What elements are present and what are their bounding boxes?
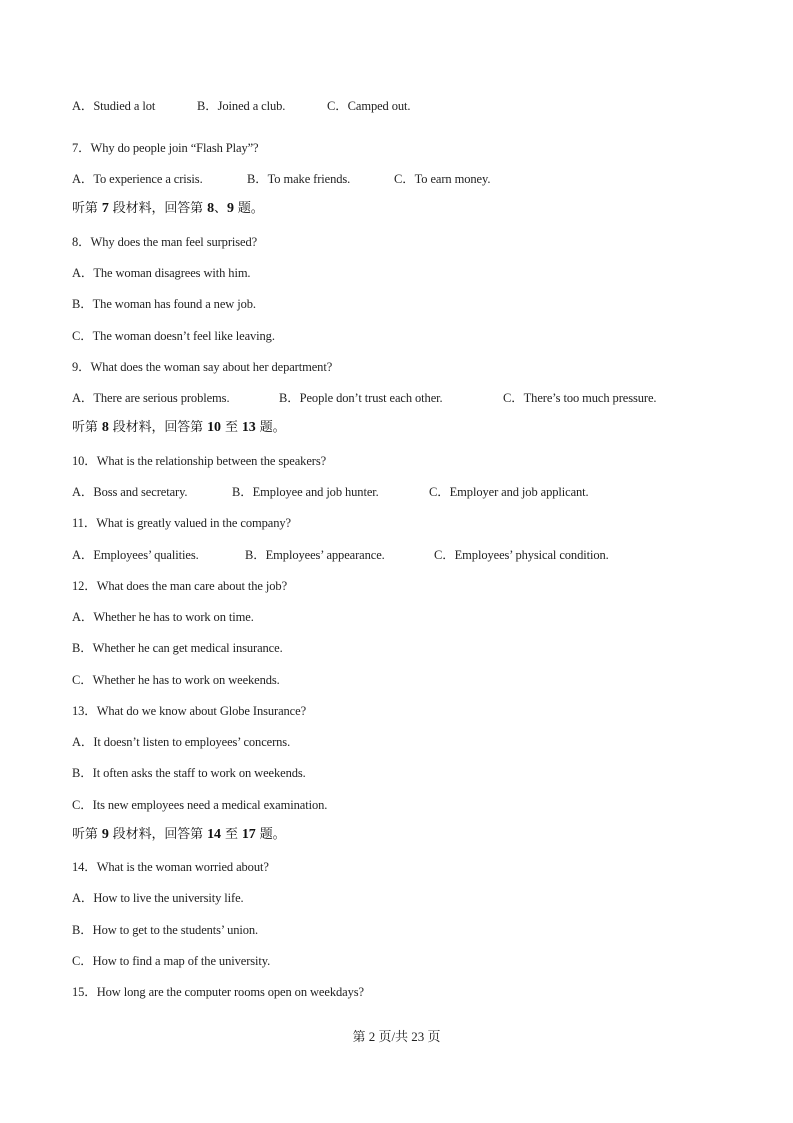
q10-options-row [72,484,589,500]
q7-options-row [72,171,490,187]
q6-option-a: A．Studied a lot [72,99,156,113]
q9-option-b: B．People don’t trust each other. [279,391,443,405]
q9-option-a: A．There are serious problems. [72,391,230,405]
q12-option-a: A．Whether he has to work on time. [72,610,254,624]
section-8-heading: 听第 8 段材料，回答第 10 至 13 题。 [72,420,286,435]
q13-option-b: B．It often asks the staff to work on weekends. [72,766,306,780]
q7-option-c: C．To earn money. [394,172,491,186]
q13-option-a: A．It doesn’t listen to employees’ concerns. [72,735,291,749]
q6-option-b: B．Joined a club. [197,99,286,113]
q11-option-c: C．Employees’ physical condition. [434,548,609,562]
q10-option-c: C．Employer and job applicant. [429,485,589,499]
q11-options-row [72,547,609,563]
q13-option-c: C．Its new employees need a medical examination. [72,798,328,812]
q8-option-c: C．The woman doesn’t feel like leaving. [72,329,275,343]
q10-option-b: B．Employee and job hunter. [232,485,379,499]
q14-option-c: C．How to find a map of the university. [72,954,271,968]
q9-option-c: C．There’s too much pressure. [503,391,657,405]
q9-stem: 9．What does the woman say about her department? [72,360,333,374]
q10-stem: 10．What is the relationship between the speakers? [72,454,327,468]
q10-option-a: A．Boss and secretary. [72,485,188,499]
page-number-footer: 第 2 页/共 23 页 [352,1029,441,1044]
section-7-heading: 听第 7 段材料，回答第 8、9 题。 [72,201,264,216]
q7-option-b: B．To make friends. [247,172,351,186]
q8-option-a: A．The woman disagrees with him. [72,266,251,280]
q8-option-b: B．The woman has found a new job. [72,297,256,311]
q12-option-b: B．Whether he can get medical insurance. [72,641,283,655]
q7-stem: 7．Why do people join “Flash Play”? [72,141,259,155]
q7-option-a: A．To experience a crisis. [72,172,203,186]
q11-option-a: A．Employees’ qualities. [72,548,199,562]
q11-stem: 11．What is greatly valued in the company? [72,516,291,530]
q14-stem: 14．What is the woman worried about? [72,860,269,874]
q12-stem: 12．What does the man care about the job? [72,579,288,593]
q9-options-row [72,390,656,406]
q8-stem: 8．Why does the man feel surprised? [72,235,258,249]
q14-option-a: A．How to live the university life. [72,891,244,905]
q13-stem: 13．What do we know about Globe Insurance? [72,704,307,718]
q14-option-b: B．How to get to the students’ union. [72,923,259,937]
q11-option-b: B．Employees’ appearance. [245,548,385,562]
q6-options-row [72,98,410,114]
q12-option-c: C．Whether he has to work on weekends. [72,673,280,687]
q15-stem: 15．How long are the computer rooms open on weekdays? [72,985,364,999]
q6-option-c: C．Camped out. [327,99,411,113]
section-9-heading: 听第 9 段材料，回答第 14 至 17 题。 [72,827,286,842]
